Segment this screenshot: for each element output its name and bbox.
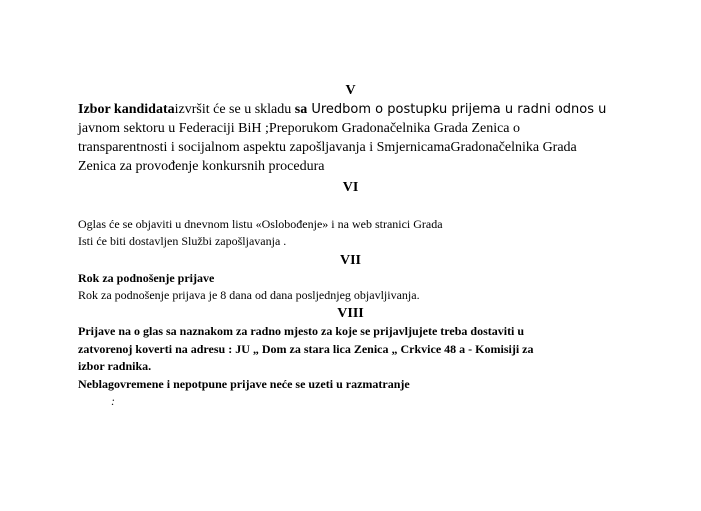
section-vii-text: Rok za podnošenje prijava je 8 dana od dana posljednjeg objavljivanja. — [78, 288, 420, 302]
section-v-lead: Izbor kandidata — [78, 102, 175, 117]
section-viii-line-1: Prijave na o glas sa naznakom za radno mjesto za koje se prijavljujete treba dostaviti u — [78, 324, 525, 338]
section-v-line-2: javnom sektoru u Federaciji BiH ;Preporukom Gradonačelnika Grada Zenica o — [78, 121, 521, 136]
section-v-line-3: transparentnosti i socijalnom aspektu zapošljavanja i SmjernicamaGradonačelnika Grada — [78, 140, 577, 155]
section-vii-title: Rok za podnošenje prijave — [78, 271, 215, 285]
section-v-heading: V — [345, 83, 356, 98]
section-viii-line-3: izbor radnika. — [78, 359, 152, 373]
section-viii-line-4: Neblagovremene i nepotpune prijave neće se uzeti u razmatranje — [78, 377, 410, 391]
section-viii-mark: : — [111, 394, 115, 408]
section-v-line-1-sa: sa — [294, 102, 308, 117]
section-v-line-1-text-b: Uredbom o postupku prijema u radni odnos u — [307, 102, 607, 117]
section-v-line-1 — [78, 101, 606, 119]
section-vii-heading: VII — [339, 253, 361, 268]
section-viii-line-2: zatvorenoj koverti na adresu : JU „ Dom za stara lica Zenica „ Crkvice 48 a - Komisiji za — [78, 342, 534, 356]
section-v-line-1-text-a: izvršit će se u skladu — [174, 102, 295, 117]
section-viii-heading: VIII — [337, 306, 364, 321]
section-vi-heading: VI — [342, 180, 359, 195]
section-vi-line-1: Oglas će se objaviti u dnevnom listu «Oslobođenje» i na web stranici Grada — [78, 217, 443, 231]
section-v-line-4: Zenica za provođenje konkursnih procedura — [78, 159, 325, 174]
section-vi-line-2: Isti će biti dostavljen Službi zapošljavanja . — [78, 234, 287, 248]
